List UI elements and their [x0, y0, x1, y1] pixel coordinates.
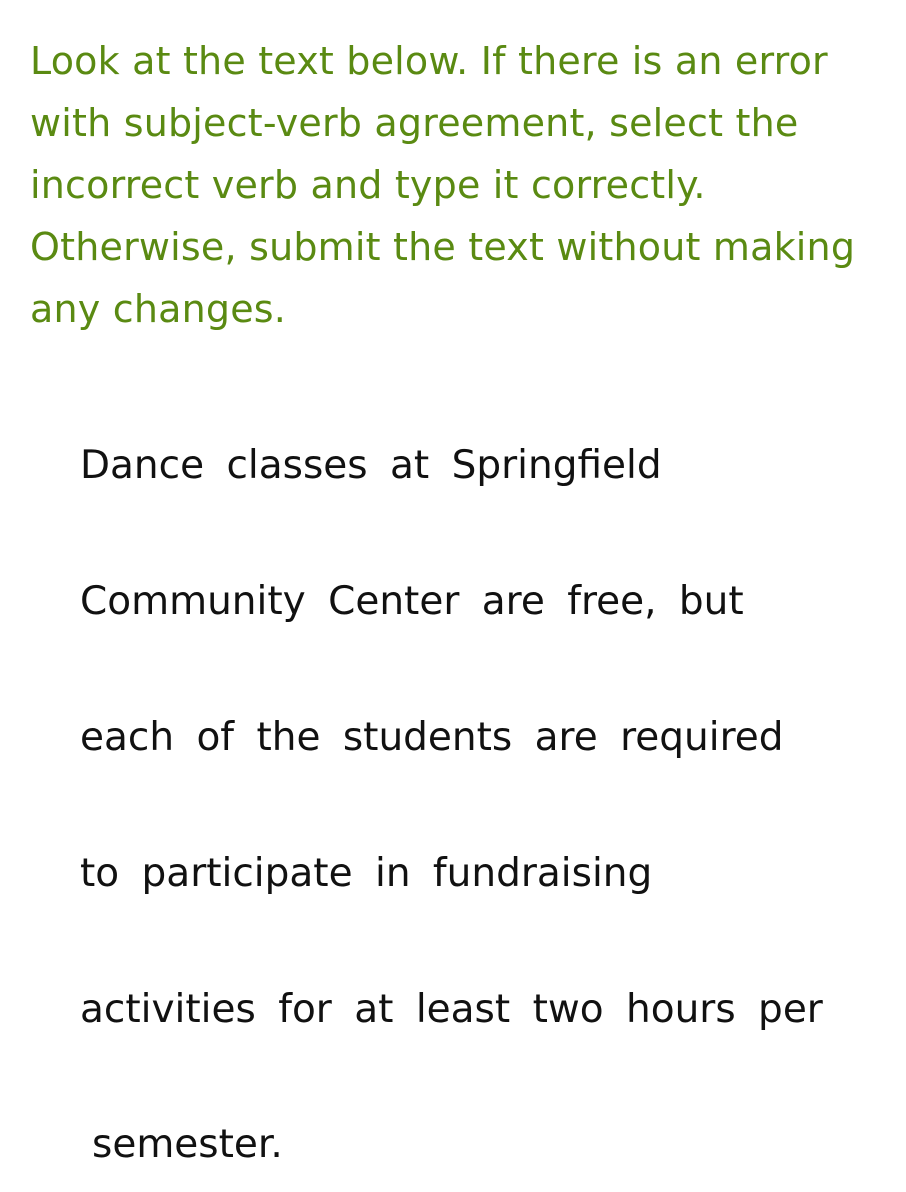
passage-line-4[interactable]: to participate in fundraising — [80, 851, 653, 896]
instructions-text: Look at the text below. If there is an error with subject-verb agreement, select the incorrect verb and type it correctly. Otherwise, submit the text without making any changes. — [30, 39, 856, 331]
passage-line-2[interactable]: Community Center are free, but — [80, 579, 744, 624]
passage-line-5[interactable]: activities for at least two hours per — [80, 987, 823, 1032]
passage-line-6[interactable]: semester. — [92, 1122, 283, 1167]
passage-line-1[interactable]: Dance classes at Springfield — [80, 443, 662, 488]
passage-line-3[interactable]: each of the students are required — [80, 715, 784, 760]
